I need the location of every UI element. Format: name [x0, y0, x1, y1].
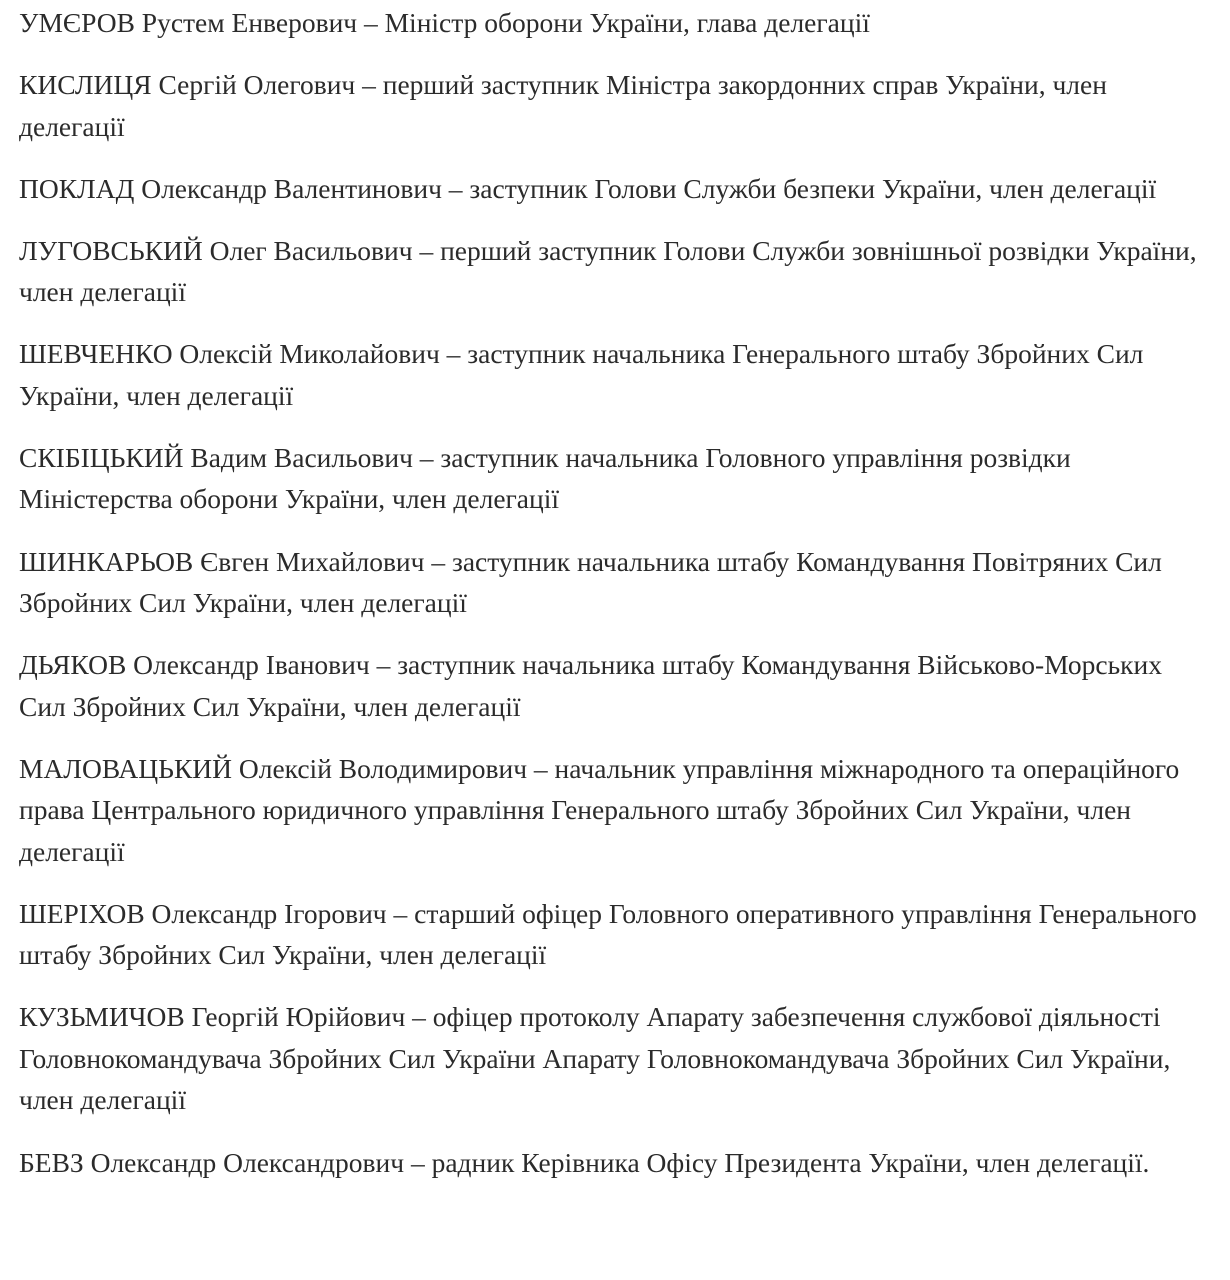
- member-entry: ПОКЛАД Олександр Валентинович – заступник Голови Служби безпеки України, член делегації: [19, 172, 1157, 204]
- member-entry: ДЬЯКОВ Олександр Іванович – заступник начальника штабу Командування Військово-Морських Сил Збройних Сил України, член делегації: [19, 649, 1162, 722]
- member-entry: ШЕВЧЕНКО Олексій Миколайович – заступник начальника Генерального штабу Збройних Сил України, член делегації: [19, 338, 1144, 411]
- member-entry: КИСЛИЦЯ Сергій Олегович – перший заступник Міністра закордонних справ України, член делегації: [19, 69, 1107, 142]
- member-entry: БЕВЗ Олександр Олександрович – радник Керівника Офісу Президента України, член делегації.: [19, 1146, 1150, 1178]
- member-entry: ЛУГОВСЬКИЙ Олег Васильович – перший заступник Голови Служби зовнішньої розвідки України, член делегації: [19, 234, 1197, 308]
- member-entry: ШИНКАРЬОВ Євген Михайлович – заступник начальника штабу Командування Повітряних Сил Збройних Сил України, член делегації: [19, 545, 1162, 619]
- member-entry: ШЕРІХОВ Олександр Ігорович – старший офіцер Головного оперативного управління Генерального штабу Збройних Сил України, член делегації: [19, 897, 1197, 971]
- member-entry: КУЗЬМИЧОВ Георгій Юрійович – офіцер протоколу Апарату забезпечення службової діяльності Головнокомандувача Збройних Сил України Апарату Головнокомандувача Збройних Сил України, член делегації: [19, 1001, 1171, 1116]
- member-entry: СКІБІЦЬКИЙ Вадим Васильович – заступник начальника Головного управління розвідки Міністерства оборони України, член делегації: [19, 441, 1071, 515]
- member-entry: УМЄРОВ Рустем Енверович – Міністр оборони України, глава делегації: [19, 7, 870, 38]
- delegation-member-list: [19, 0, 1214, 1183]
- member-entry: МАЛОВАЦЬКИЙ Олексій Володимирович – начальник управління міжнародного та операційного права Центрального юридичного управління Генерального штабу Збройних Сил України, член делегації: [19, 752, 1180, 867]
